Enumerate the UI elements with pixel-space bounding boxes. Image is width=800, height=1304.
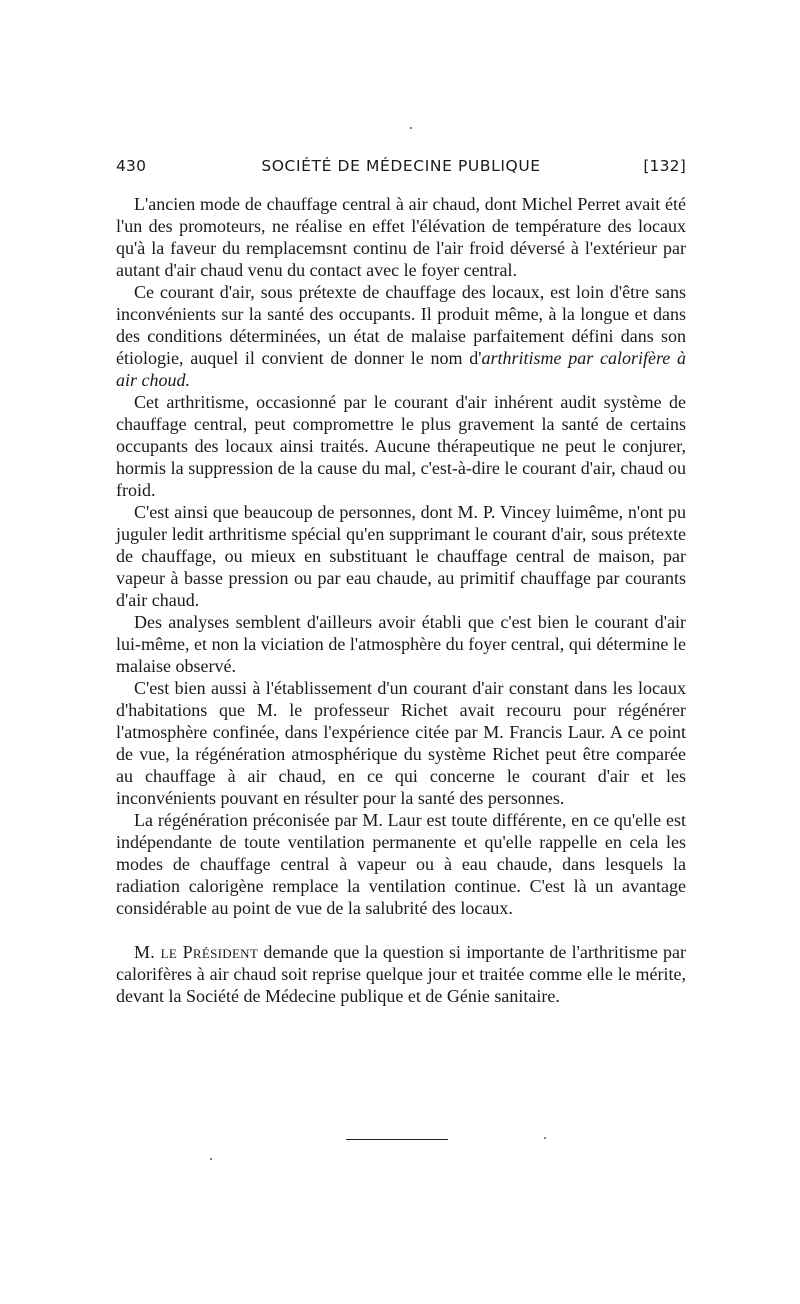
paragraph-2-text: Ce courant d'air, sous prétexte de chauffage des locaux, est loin d'être sans inconvénients sur la santé des occupants. Il produit même, à la longue et dans des conditions déterminées, un état de malaise parfaitement défini dans son étiologie, auquel il convient de donner le nom d' xyxy=(116,282,686,368)
print-speck xyxy=(210,1158,212,1160)
paragraph-4: C'est ainsi que beaucoup de personnes, dont M. P. Vincey luimême, n'ont pu juguler ledit arthritisme spécial qu'en supprimant le courant d'air, sous prétexte de chauffage, ou mieux en substituant le chauffage central de maison, par vapeur à basse pression ou par eau chaude, au primitif chauffage par courants d'air chaud. xyxy=(116,502,686,610)
body-text xyxy=(116,194,686,1008)
closing-text: demande que la question si importante de l'arthritisme par calorifères à air chaud soit reprise quelque jour et traitée comme elle le mérite, devant la Société de Médecine publique et de Génie sanitaire. xyxy=(116,941,686,1006)
paragraph-1: L'ancien mode de chauffage central à air chaud, dont Michel Perret avait été l'un des promoteurs, ne réalise en effet l'élévation de température des locaux qu'à la faveur du remplacemsnt continu de l'air froid déversé à l'extérieur par autant d'air chaud venu du contact avec le foyer central. xyxy=(116,194,686,280)
paragraph-5: Des analyses semblent d'ailleurs avoir établi que c'est bien le courant d'air lui-même, et non la viciation de l'atmosphère du foyer central, qui détermine le malaise observé. xyxy=(116,612,686,677)
paragraph-2-italic-term: arthritisme par calorifère à air choud. xyxy=(116,347,686,390)
running-header xyxy=(116,157,686,181)
paragraph-3: Cet arthritisme, occasionné par le courant d'air inhérent audit système de chauffage central, peut compromettre le plus gravement la santé de certains occupants des locaux ainsi traités. Aucune thérapeutique ne peut le conjurer, hormis la suppression de la cause du mal, c'est-à-dire le courant d'air, chaud ou froid. xyxy=(116,392,686,500)
paragraph-2 xyxy=(116,282,686,392)
closing-paragraph xyxy=(116,942,686,1008)
page-number: 430 xyxy=(116,157,147,175)
original-page-number: [132] xyxy=(643,157,686,175)
end-rule xyxy=(348,1139,448,1140)
section-gap xyxy=(116,920,686,942)
running-title: SOCIÉTÉ DE MÉDECINE PUBLIQUE xyxy=(261,157,541,175)
speaker-name: M. le Président xyxy=(134,941,259,962)
print-speck xyxy=(410,127,412,129)
paragraph-6: C'est bien aussi à l'établissement d'un courant d'air constant dans les locaux d'habitations que M. le professeur Richet avait recouru pour régénérer l'atmosphère confinée, dans l'expérience citée par M. Francis Laur. A ce point de vue, la régénération atmosphérique du système Richet peut être comparée au chauffage à air chaud, en ce qui concerne le courant d'air et les inconvénients pouvant en résulter pour la santé des personnes. xyxy=(116,678,686,808)
paragraph-7: La régénération préconisée par M. Laur est toute différente, en ce qu'elle est indépendante de toute ventilation permanente et qu'elle rappelle en cela les modes de chauffage central à vapeur ou à eau chaude, dans lesquels la radiation calorigène remplace la ventilation continue. C'est là un avantage considérable au point de vue de la salubrité des locaux. xyxy=(116,810,686,918)
print-speck xyxy=(544,1137,546,1139)
